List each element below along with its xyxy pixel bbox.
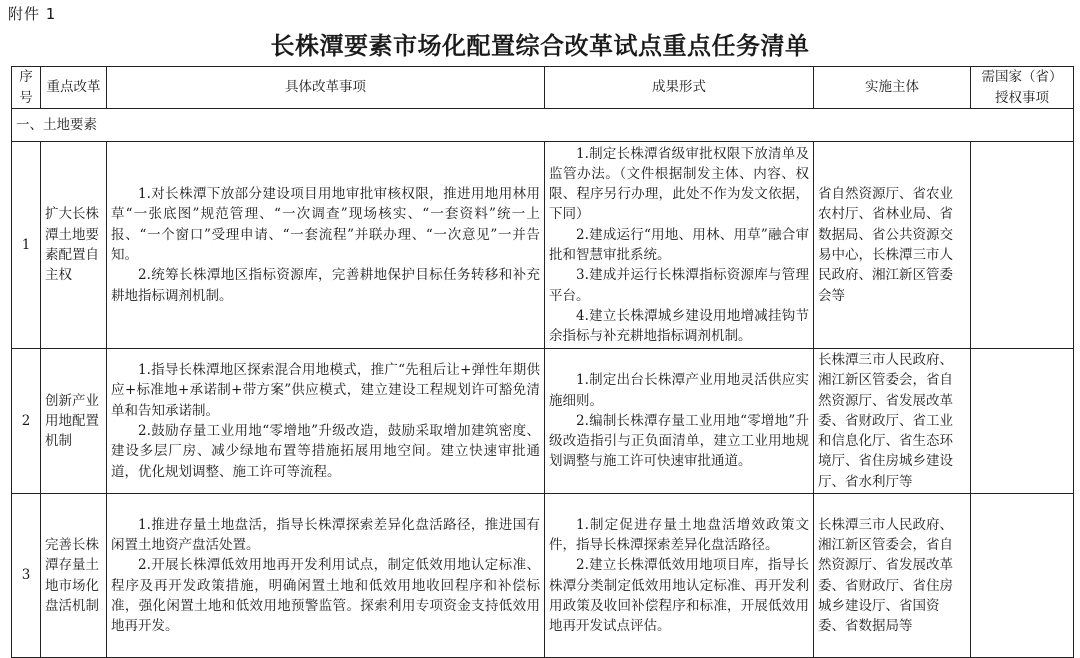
task-list-table xyxy=(11,66,1074,658)
items-cell xyxy=(107,494,545,658)
outcome-paragraph: 2.编制长株潭存量工业用地“零增地”升级改造指引与正负面清单，建立工业用地规划调整与施工许可快速审批通道。 xyxy=(549,412,809,470)
header-outcomes: 成果形式 xyxy=(545,67,814,109)
outcome-paragraph: 1.制定长株潭省级审批权限下放清单及监管办法。（文件根据制发主体、内容、权限、程序另行办理，此处不作为发文依据，下同） xyxy=(549,145,809,223)
header-agencies: 实施主体 xyxy=(814,67,971,109)
outcomes-cell xyxy=(545,142,814,349)
table-row xyxy=(12,349,1074,494)
section-row xyxy=(12,109,1074,142)
header-key-reform: 重点改革 xyxy=(41,67,107,109)
section-title: 一、土地要素 xyxy=(12,109,1074,142)
document-title: 长株潭要素市场化配置综合改革试点重点任务清单 xyxy=(270,31,810,60)
outcome-paragraph: 1.制定出台长株潭产业用地灵活供应实施细则。 xyxy=(549,372,809,409)
outcome-paragraph: 4.建立长株潭城乡建设用地增减挂钩节余指标与补充耕地指标调剂机制。 xyxy=(549,307,809,345)
row-number: 2 xyxy=(12,349,41,494)
outcome-paragraph: 2.建成运行“用地、用林、用草”融合审批和智慧审批系统。 xyxy=(549,226,809,263)
agencies-text: 长株潭三市人民政府、湘江新区管委会，省自然资源厅、省发展改革委、省财政厅、省住房城乡建设厅、省国资委、省数据局等 xyxy=(818,516,953,635)
item-paragraph: 1.推进存量土地盘活，指导长株潭探索差异化盘活路径，推进国有闲置土地资产盘活处置。 xyxy=(111,516,540,553)
item-paragraph: 1.指导长株潭地区探索混合用地模式，推广“先租后让+弹性年期供应+标准地+承诺制+带方案”供应模式，建立建设工程规划许可豁免清单和告知承诺制。 xyxy=(111,362,540,419)
authorization-cell xyxy=(971,494,1074,658)
header-authorization: 需国家（省）授权事项 xyxy=(971,67,1074,109)
outcome-paragraph: 2.建立长株潭低效用地项目库，指导长株潭分类制定低效用地认定标准、再开发利用政策及收回补偿程序和标准，开展低效用地再开发试点评估。 xyxy=(549,557,809,635)
table-row xyxy=(12,142,1074,349)
key-reform-cell: 创新产业用地配置机制 xyxy=(41,349,107,494)
table-row xyxy=(12,494,1074,658)
attachment-label: 附件 1 xyxy=(8,5,57,23)
outcomes-cell xyxy=(545,349,814,494)
key-reform-cell: 扩大长株潭土地要素配置自主权 xyxy=(41,142,107,349)
agencies-cell xyxy=(814,494,971,658)
authorization-cell xyxy=(971,142,1074,349)
header-no: 序号 xyxy=(12,67,41,109)
item-paragraph: 2.鼓励存量工业用地“零增地”升级改造，鼓励采取增加建筑密度、建设多层厂房、减少绿地布置等措施拓展用地空间。建立快速审批通道，优化规划调整、施工许可等流程。 xyxy=(111,423,540,480)
item-paragraph: 2.开展长株潭低效用地再开发利用试点，制定低效用地认定标准、程序及再开发政策措施，明确闲置土地和低效用地收回程序和补偿标准，强化闲置土地和低效用地预警监管。探索利用专项资金支持低效用地再开发。 xyxy=(111,557,540,635)
outcome-paragraph: 1.制定促进存量土地盘活增效政策文件，指导长株潭探索差异化盘活路径。 xyxy=(549,516,809,553)
authorization-cell xyxy=(971,349,1074,494)
agencies-text: 省自然资源厅、省农业农村厅、省林业局、省数据局、省公共资源交易中心，长株潭三市人民政府、湘江新区管委会等 xyxy=(818,186,953,304)
row-number: 3 xyxy=(12,494,41,658)
agencies-text: 长株潭三市人民政府、湘江新区管委会，省自然资源厅、省发展改革委、省财政厅、省工业和信息化厅、省生态环境厅、省住房城乡建设厅、省水利厅等 xyxy=(818,351,953,490)
table-header-row xyxy=(12,67,1074,109)
outcome-paragraph: 3.建成并运行长株潭指标资源库与管理平台。 xyxy=(549,267,809,304)
header-items: 具体改革事项 xyxy=(107,67,545,109)
items-cell xyxy=(107,142,545,349)
agencies-cell xyxy=(814,142,971,349)
items-cell xyxy=(107,349,545,494)
row-number: 1 xyxy=(12,142,41,349)
item-paragraph: 2.统筹长株潭地区指标资源库，完善耕地保护目标任务转移和补充耕地指标调剂机制。 xyxy=(111,267,540,304)
outcomes-cell xyxy=(545,494,814,658)
key-reform-cell: 完善长株潭存量土地市场化盘活机制 xyxy=(41,494,107,658)
agencies-cell xyxy=(814,349,971,494)
item-paragraph: 1.对长株潭下放部分建设项目用地审批审核权限，推进用地用林用草“一张底图”规范管理、“一次调查”现场核实、“一套资料”统一上报、“一个窗口”受理申请、“一套流程”并联办理、“一次意见”一并告知。 xyxy=(111,186,540,263)
